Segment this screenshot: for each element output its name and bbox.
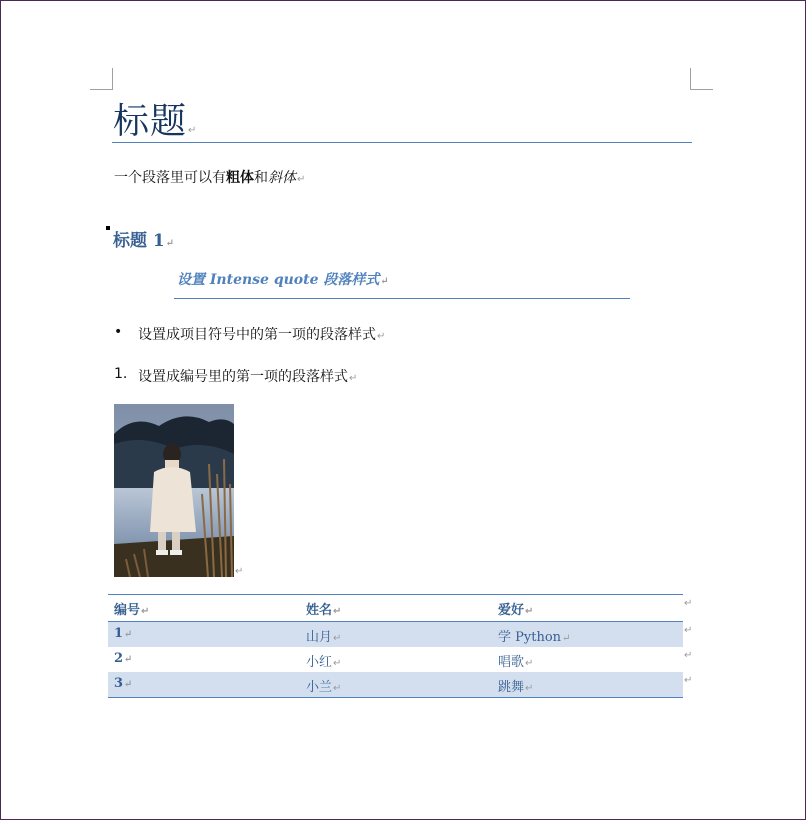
- cell-hobby: 学 Python: [498, 630, 562, 645]
- crop-mark-top-left: [112, 68, 113, 90]
- paragraph-mark: ↵: [124, 654, 133, 665]
- cell-id: 2: [114, 651, 124, 666]
- paragraph-mark: ↵: [333, 633, 342, 644]
- table-header-cell[interactable]: [114, 599, 149, 618]
- paragraph-mark: ↵: [377, 331, 386, 342]
- paragraph-mark: ↵: [562, 633, 571, 644]
- table-cell[interactable]: [498, 676, 533, 695]
- para-joiner: 和: [254, 170, 268, 186]
- intense-quote-text: 设置 Intense quote 段落样式: [177, 272, 380, 288]
- table-header-cell[interactable]: [498, 599, 533, 618]
- cell-name: 小红: [306, 655, 333, 670]
- paragraph-mark: ↵: [165, 238, 175, 249]
- table-cell[interactable]: [114, 676, 132, 691]
- data-table: [108, 594, 683, 698]
- paragraph-mark: ↵: [188, 125, 198, 136]
- table-cell[interactable]: [306, 651, 341, 670]
- cell-id: 1: [114, 626, 124, 641]
- heading-1-text: 标题 1: [113, 231, 165, 251]
- paragraph-mark: ↵: [124, 679, 133, 690]
- document-title[interactable]: [113, 93, 197, 144]
- paragraph-mark: ↵: [525, 658, 534, 669]
- table-cell[interactable]: [114, 626, 132, 641]
- para-bold: 粗体: [226, 170, 254, 186]
- paragraph-mark: ↵: [349, 373, 358, 384]
- cell-name: 山月: [306, 630, 333, 645]
- table-row: [108, 622, 683, 647]
- table-cell[interactable]: [498, 651, 533, 670]
- header-id: 编号: [114, 603, 141, 618]
- paragraph-mark: ↵: [333, 683, 342, 694]
- table-header-row: [108, 595, 683, 622]
- header-hobby: 爱好: [498, 603, 525, 618]
- table-cell[interactable]: [114, 651, 132, 666]
- crop-mark-top-right: [690, 89, 713, 90]
- paragraph-mark: ↵: [235, 566, 244, 577]
- para-prefix: 一个段落里可以有: [114, 170, 226, 186]
- paragraph-mark: ↵: [141, 606, 150, 617]
- cell-hobby: 跳舞: [498, 680, 525, 695]
- inline-photo[interactable]: [114, 404, 234, 577]
- paragraph-mark: ↵: [297, 174, 306, 185]
- row-end-mark: ↵: [684, 675, 693, 686]
- paragraph-mark: ↵: [124, 629, 133, 640]
- row-end-mark: ↵: [684, 650, 693, 661]
- paragraph-mark: ↵: [525, 683, 534, 694]
- row-end-mark: ↵: [684, 625, 693, 636]
- row-end-mark: ↵: [684, 598, 693, 609]
- table-cell[interactable]: [498, 626, 570, 645]
- number-marker: 1.: [114, 366, 128, 382]
- bullet-marker: •: [114, 324, 123, 340]
- intense-quote-rule: [174, 298, 630, 299]
- title-text: 标题: [113, 101, 188, 142]
- paragraph-mark: ↵: [333, 658, 342, 669]
- table-row: [108, 647, 683, 672]
- cell-name: 小兰: [306, 680, 333, 695]
- cell-id: 3: [114, 676, 124, 691]
- table-cell[interactable]: [306, 676, 341, 695]
- heading-1[interactable]: [113, 226, 174, 251]
- paragraph-mark: ↵: [380, 276, 389, 287]
- bullet-text: 设置成项目符号中的第一项的段落样式: [138, 327, 376, 343]
- para-italic: 斜体: [268, 170, 296, 186]
- paragraph-mark: ↵: [525, 606, 534, 617]
- intense-quote[interactable]: [177, 269, 389, 289]
- cell-hobby: 唱歌: [498, 655, 525, 670]
- header-name: 姓名: [306, 603, 333, 618]
- title-underline: [112, 142, 692, 143]
- numbered-text: 设置成编号里的第一项的段落样式: [138, 369, 348, 385]
- crop-mark-top-left: [90, 89, 113, 90]
- heading-keep-marker: [106, 226, 110, 230]
- table-header-cell[interactable]: [306, 599, 341, 618]
- table-row: [108, 672, 683, 697]
- body-paragraph[interactable]: [114, 167, 305, 187]
- table-cell[interactable]: [306, 626, 341, 645]
- paragraph-mark: ↵: [333, 606, 342, 617]
- photo-image: [114, 404, 234, 577]
- crop-mark-top-right: [690, 68, 691, 90]
